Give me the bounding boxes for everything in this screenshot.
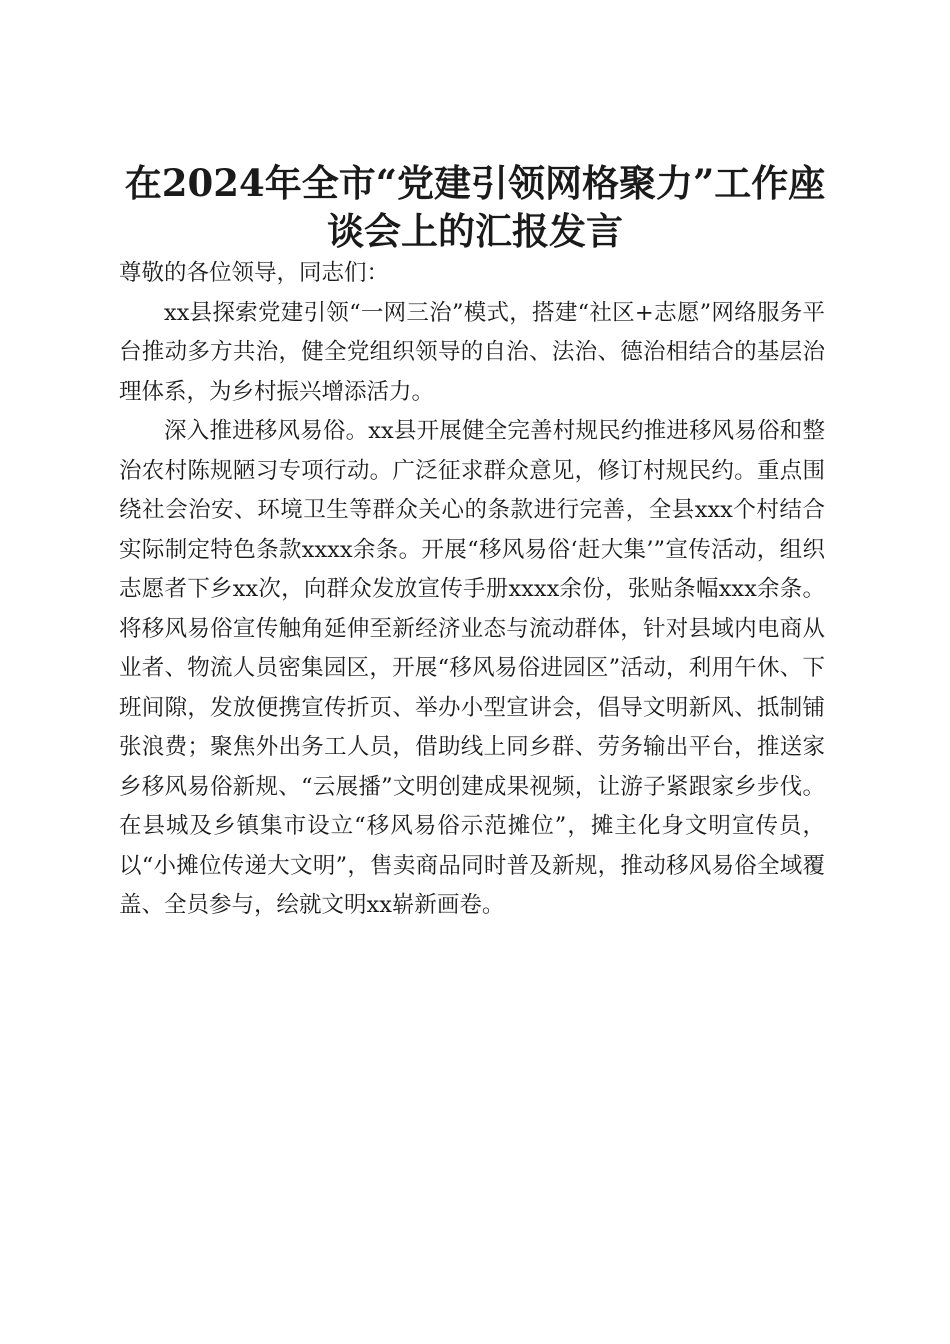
paragraph-intro: xx县探索党建引领“一网三治”模式，搭建“社区+志愿”网络服务平台推动多方共治，健全党组织领导的自治、法治、德治相结合的基层治理体系，为乡村振兴增添活力。 (119, 299, 825, 405)
document-title (110, 159, 840, 255)
document-body (119, 254, 825, 926)
title-line-2: 谈会上的汇报发言 (327, 208, 623, 253)
salutation: 尊敬的各位领导，同志们： (119, 260, 390, 286)
title-line-1: 在2024年全市“党建引领网格聚力”工作座 (124, 160, 826, 205)
paragraph-customs-reform: 深入推进移风易俗。xx县开展健全完善村规民约推进移风易俗和整治农村陈规陋习专项行动。广泛征求群众意见，修订村规民约。重点围绕社会治安、环境卫生等群众关心的条款进行完善，全县xxx个村结合实际制定特色条款xxxx余条。开展“移风易俗‘赶大集’”宣传活动，组织志愿者下乡xx次，向群众发放宣传手册xxxx余份，张贴条幅xxx余条。将移风易俗宣传触角延伸至新经济业态与流动群体，针对县域内电商从业者、物流人员密集园区，开展“移风易俗进园区”活动，利用午休、下班间隙，发放便携宣传折页、举办小型宣讲会，倡导文明新风、抵制铺张浪费；聚焦外出务工人员，借助线上同乡群、劳务输出平台，推送家乡移风易俗新规、“云展播”文明创建成果视频，让游子紧跟家乡步伐。在县城及乡镇集市设立“移风易俗示范摊位”，摊主化身文明宣传员，以“小摊位传递大文明”，售卖商品同时普及新规，推动移风易俗全域覆盖、全员参与，绘就文明xx崭新画卷。 (119, 418, 825, 918)
